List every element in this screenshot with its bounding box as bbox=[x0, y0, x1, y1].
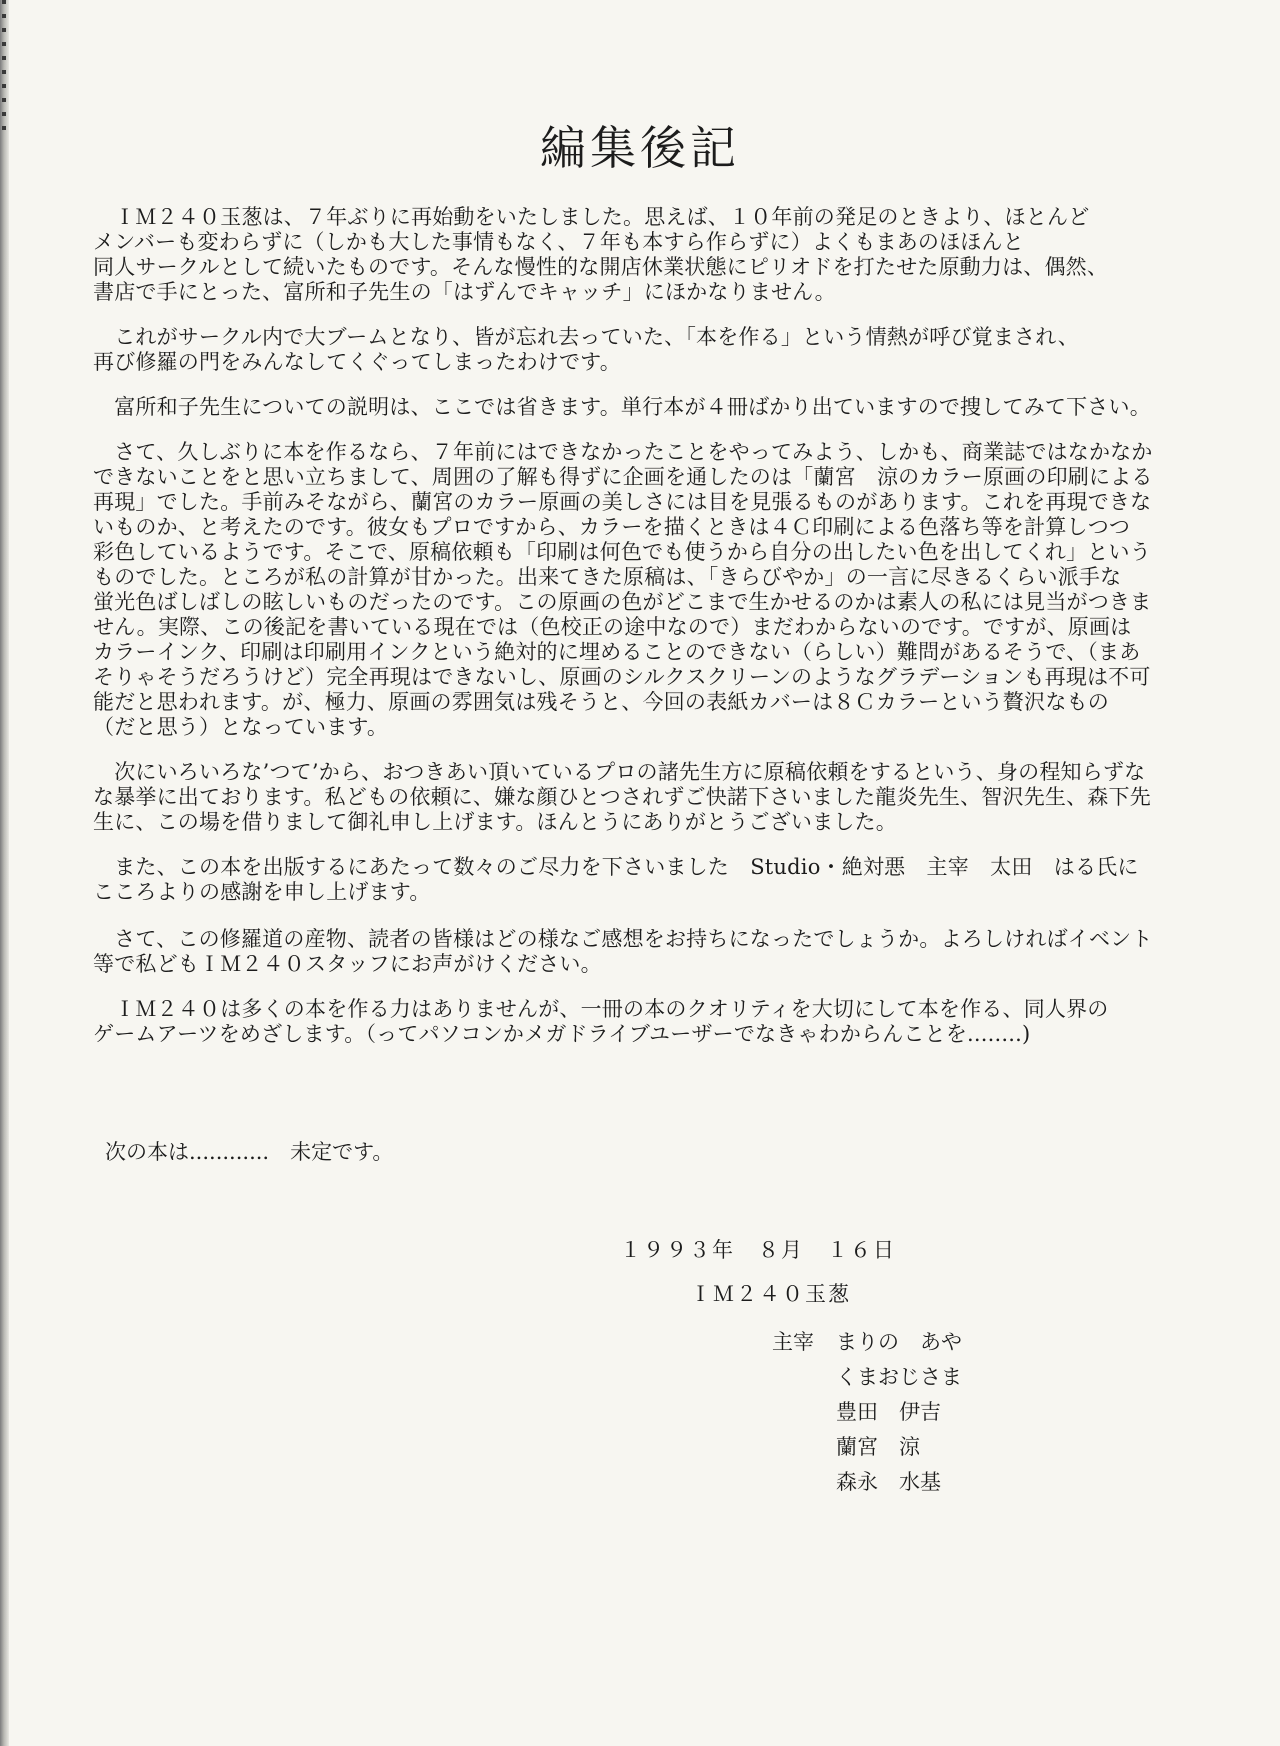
staff-name: 豊田 伊吉 bbox=[836, 1400, 941, 1424]
afterword-body bbox=[93, 205, 1203, 1067]
text-line: 同人サークルとして続いたものです。そんな慢性的な開店休業状態にピリオドを打たせた原動力は、偶然、 bbox=[93, 255, 1109, 279]
text-line: 書店で手にとった、富所和子先生の「はずんでキャッチ」にほかなりません。 bbox=[93, 280, 836, 304]
circle-name: ＩＭ２４０玉葱 bbox=[690, 1282, 851, 1306]
text-line: （だと思う）となっています。 bbox=[93, 715, 389, 739]
page-binding-edge bbox=[0, 0, 9, 1746]
text-line: 生に、この場を借りまして御礼申し上げます。ほんとうにありがとうございました。 bbox=[93, 810, 897, 834]
text-line: ものでした。ところが私の計算が甘かった。出来てきた原稿は、「きらびやか」の一言に尽きるくらい派手な bbox=[93, 565, 1122, 589]
text-line: 能だと思われます。が、極力、原画の雰囲気は残そうと、今回の表紙カバーは８Ｃカラーという贅沢なもの bbox=[93, 690, 1109, 714]
staff-role: 主宰 bbox=[772, 1330, 814, 1354]
text-line: 等で私どもＩＭ２４０スタッフにお声がけください。 bbox=[93, 952, 602, 976]
afterword-paragraph bbox=[93, 760, 1203, 835]
text-line: 富所和子先生についての説明は、ここでは省きます。単行本が４冊ばかり出ていますので捜してみて下さい。 bbox=[93, 395, 1151, 419]
text-line: さて、この修羅道の産物、読者の皆様はどの様なご感想をお持ちになったでしょうか。よろしければイベント bbox=[93, 927, 1153, 951]
text-line: そりゃそうだろうけど）完全再現はできないし、原画のシルクスクリーンのようなグラデーションも再現は不可 bbox=[93, 665, 1151, 689]
text-line: ＩＭ２４０玉葱は、７年ぶりに再始動をいたしました。思えば、１０年前の発足のときより、ほとんど bbox=[93, 205, 1090, 229]
staff-name: 森永 水基 bbox=[836, 1470, 941, 1494]
date-line: １９９３年 ８月 １６日 bbox=[620, 1238, 896, 1262]
next-book-note: 次の本は............ 未定です。 bbox=[105, 1140, 394, 1164]
afterword-paragraph bbox=[93, 395, 1203, 420]
staff-name: 蘭宮 涼 bbox=[836, 1435, 920, 1459]
text-line: ゲームアーツをめざします。（ってパソコンかメガドライブユーザーでなきゃわからんことを........) bbox=[93, 1022, 1031, 1046]
staff-row bbox=[772, 1360, 962, 1395]
text-line: 次にいろいろな’つて’から、おつきあい頂いているプロの諸先生方に原稿依頼をするという、身の程知らずな bbox=[93, 760, 1146, 784]
text-line: これがサークル内で大ブームとなり、皆が忘れ去っていた、「本を作る」という情熱が呼び覚まされ、 bbox=[93, 325, 1079, 349]
text-line: こころよりの感謝を申し上げます。 bbox=[93, 880, 431, 904]
staff-list bbox=[772, 1325, 962, 1500]
text-line: 彩色しているようです。そこで、原稿依頼も「印刷は何色でも使うから自分の出したい色を出してくれ」という bbox=[93, 540, 1151, 564]
afterword-paragraph bbox=[93, 927, 1203, 977]
text-line: また、この本を出版するにあたって数々のご尽力を下さいました Studio・絶対悪 主宰 太田 はる氏に bbox=[93, 855, 1139, 879]
staff-row bbox=[772, 1430, 962, 1465]
text-line: メンバーも変わらずに（しかも大した事情もなく、７年も本すら作らずに）よくもまあのほほんと bbox=[93, 230, 1024, 254]
afterword-paragraph bbox=[93, 440, 1203, 740]
afterword-paragraph bbox=[93, 855, 1203, 905]
text-line: 再び修羅の門をみんなしてくぐってしまったわけです。 bbox=[93, 350, 621, 374]
afterword-paragraph bbox=[93, 997, 1203, 1047]
text-line: いものか、と考えたのです。彼女もプロですから、カラーを描くときは４Ｃ印刷による色落ち等を計算しつつ bbox=[93, 515, 1131, 539]
text-line: 蛍光色ばしばしの眩しいものだったのです。この原画の色がどこまで生かせるのかは素人の私には見当がつきま bbox=[93, 590, 1152, 614]
afterword-paragraph bbox=[93, 205, 1203, 305]
text-line: ＩＭ２４０は多くの本を作る力はありませんが、一冊の本のクオリティを大切にして本を作る、同人界の bbox=[93, 997, 1109, 1021]
text-line: せん。実際、この後記を書いている現在では（色校正の途中なので）まだわからないのです。ですが、原画は bbox=[93, 615, 1132, 639]
text-line: カラーインク、印刷は印刷用インクという絶対的に埋めることのできない（らしい）難問があるそうで、（まあ bbox=[93, 640, 1141, 664]
staff-row bbox=[772, 1395, 962, 1430]
staff-row bbox=[772, 1325, 962, 1360]
page-title: 編集後記 bbox=[540, 121, 740, 175]
staff-name: まりの あや bbox=[836, 1330, 962, 1354]
staff-row bbox=[772, 1465, 962, 1500]
text-line: さて、久しぶりに本を作るなら、７年前にはできなかったことをやってみよう、しかも、商業誌ではなかなか bbox=[93, 440, 1153, 464]
text-line: できないことをと思い立ちまして、周囲の了解も得ずに企画を通したのは「蘭宮 涼のカラー原画の印刷による bbox=[93, 465, 1153, 489]
staff-name: くまおじさま bbox=[836, 1365, 962, 1389]
text-line: な暴挙に出ております。私どもの依頼に、嫌な顔ひとつされずご快諾下さいました龍炎先生、智沢先生、森下先 bbox=[93, 785, 1151, 809]
afterword-paragraph bbox=[93, 325, 1203, 375]
text-line: 再現」でした。手前みそながら、蘭宮のカラー原画の美しさには目を見張るものがあります。これを再現できな bbox=[93, 490, 1152, 514]
